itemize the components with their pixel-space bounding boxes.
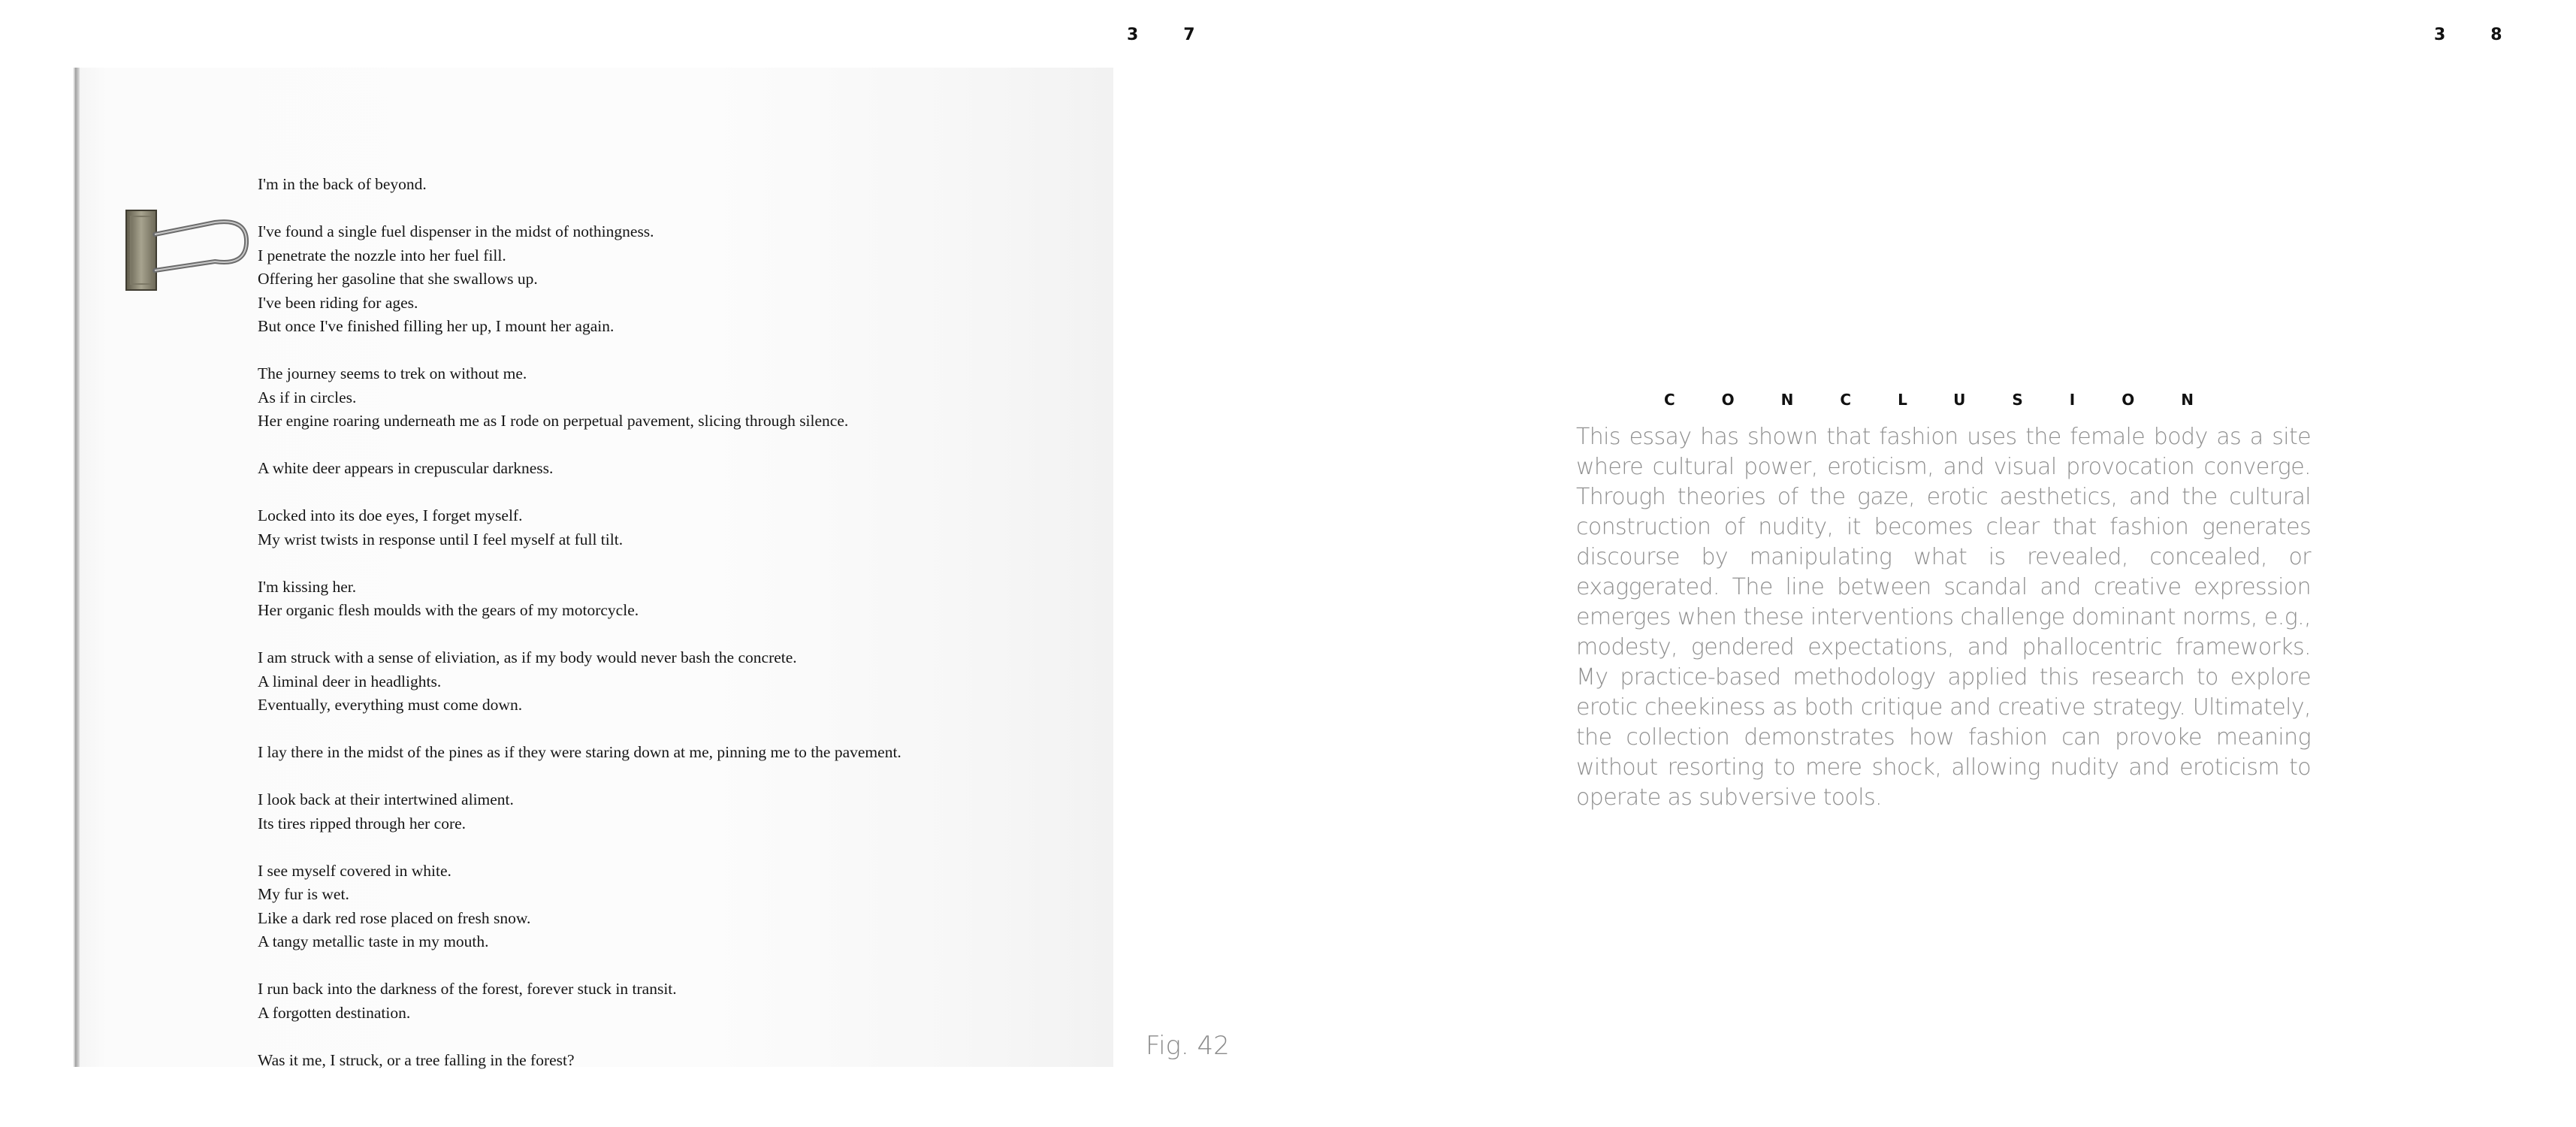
poem-line: As if in circles.: [258, 388, 357, 406]
poem-line: My fur is wet.: [258, 885, 349, 903]
poem-line: I run back into the darkness of the forest, forever stuck in transit.: [258, 980, 677, 998]
poem-line: But once I've finished filling her up, I mount her again.: [258, 317, 615, 335]
poem-stanza: [258, 646, 1129, 718]
poem-stanza: [258, 457, 1129, 481]
poem-line: I've been riding for ages.: [258, 293, 418, 312]
poem-line: Was it me, I struck, or a tree falling in the forest?: [258, 1050, 575, 1069]
poem-stanza: [258, 504, 1129, 551]
poem-line: My wrist twists in response until I feel myself at full tilt.: [258, 530, 624, 548]
poem-line: I penetrate the nozzle into her fuel fill.: [258, 246, 506, 264]
poem-line: I'm kissing her.: [258, 577, 357, 596]
poem-line: Her organic flesh moulds with the gears of my motorcycle.: [258, 601, 639, 619]
poem-stanza: [258, 741, 1129, 765]
poem-line: Its tires ripped through her core.: [258, 814, 467, 832]
poem-stanza: [258, 362, 1129, 434]
sheet-edge: [75, 68, 80, 1067]
poem-stanza: [258, 860, 1129, 954]
page-number-left: 37: [1127, 26, 1240, 44]
poem-line: Locked into its doe eyes, I forget myself.: [258, 506, 523, 524]
poem-stanza: [258, 788, 1129, 835]
poem-stanza: [258, 576, 1129, 623]
poem: [258, 173, 1129, 1096]
poem-line: The journey seems to trek on without me.: [258, 364, 527, 382]
poem-stanza: [258, 220, 1129, 339]
poem-line: I am struck with a sense of eliviation, as if my body would never bash the concrete.: [258, 648, 797, 666]
poem-line: A white deer appears in crepuscular darkness.: [258, 459, 554, 477]
poem-line: Like a dark red rose placed on fresh snow.: [258, 908, 531, 927]
poem-stanza: [258, 1049, 1129, 1073]
poem-line: Her engine roaring underneath me as I rode on perpetual pavement, slicing through silence.: [258, 412, 849, 430]
poem-line: I'm in the back of beyond.: [258, 175, 427, 193]
poem-stanza: [258, 977, 1129, 1025]
figure-caption: Fig. 42: [1146, 1031, 1230, 1061]
poem-stanza: [258, 173, 1129, 197]
poem-line: A liminal deer in headlights.: [258, 672, 442, 690]
page-number-right: 38: [2434, 26, 2547, 44]
poem-line: A forgotten destination.: [258, 1003, 411, 1022]
conclusion-paragraph: This essay has shown that fashion uses the female body as a site where cultural power, eroticism, and visual provocation converge. Through theories of the gaze, erotic aesthetics, and the cultural construction of nudity, it becomes clear that fashion generates discourse by manipulating what is revealed, concealed, or exaggerated. The line between scandal and creative expression emerges when these interventions challenge dominant norms, e.g., modesty, gendered expectations, and phallocentric frameworks. My practice-based methodology applied this research to explore erotic cheekiness as both critique and creative strategy. Ultimately, the collection demonstrates how fashion can provoke meaning without resorting to mere shock, allowing nudity and eroticism to operate as subversive tools.: [1576, 424, 2311, 811]
poem-line: I look back at their intertwined aliment.: [258, 790, 514, 808]
poem-line: I see myself covered in white.: [258, 861, 451, 880]
conclusion-heading: CONCLUSION: [1664, 391, 2240, 409]
poem-line: Eventually, everything must come down.: [258, 696, 523, 714]
poem-line: A tangy metallic taste in my mouth.: [258, 932, 489, 950]
scanned-poem-sheet: [75, 68, 1113, 1067]
poem-line: I lay there in the midst of the pines as if they were staring down at me, pinning me to the pavement.: [258, 743, 901, 761]
poem-line: I've found a single fuel dispenser in the midst of nothingness.: [258, 222, 654, 240]
poem-line: Offering her gasoline that she swallows up.: [258, 270, 538, 288]
binder-clip-icon: [125, 206, 260, 296]
